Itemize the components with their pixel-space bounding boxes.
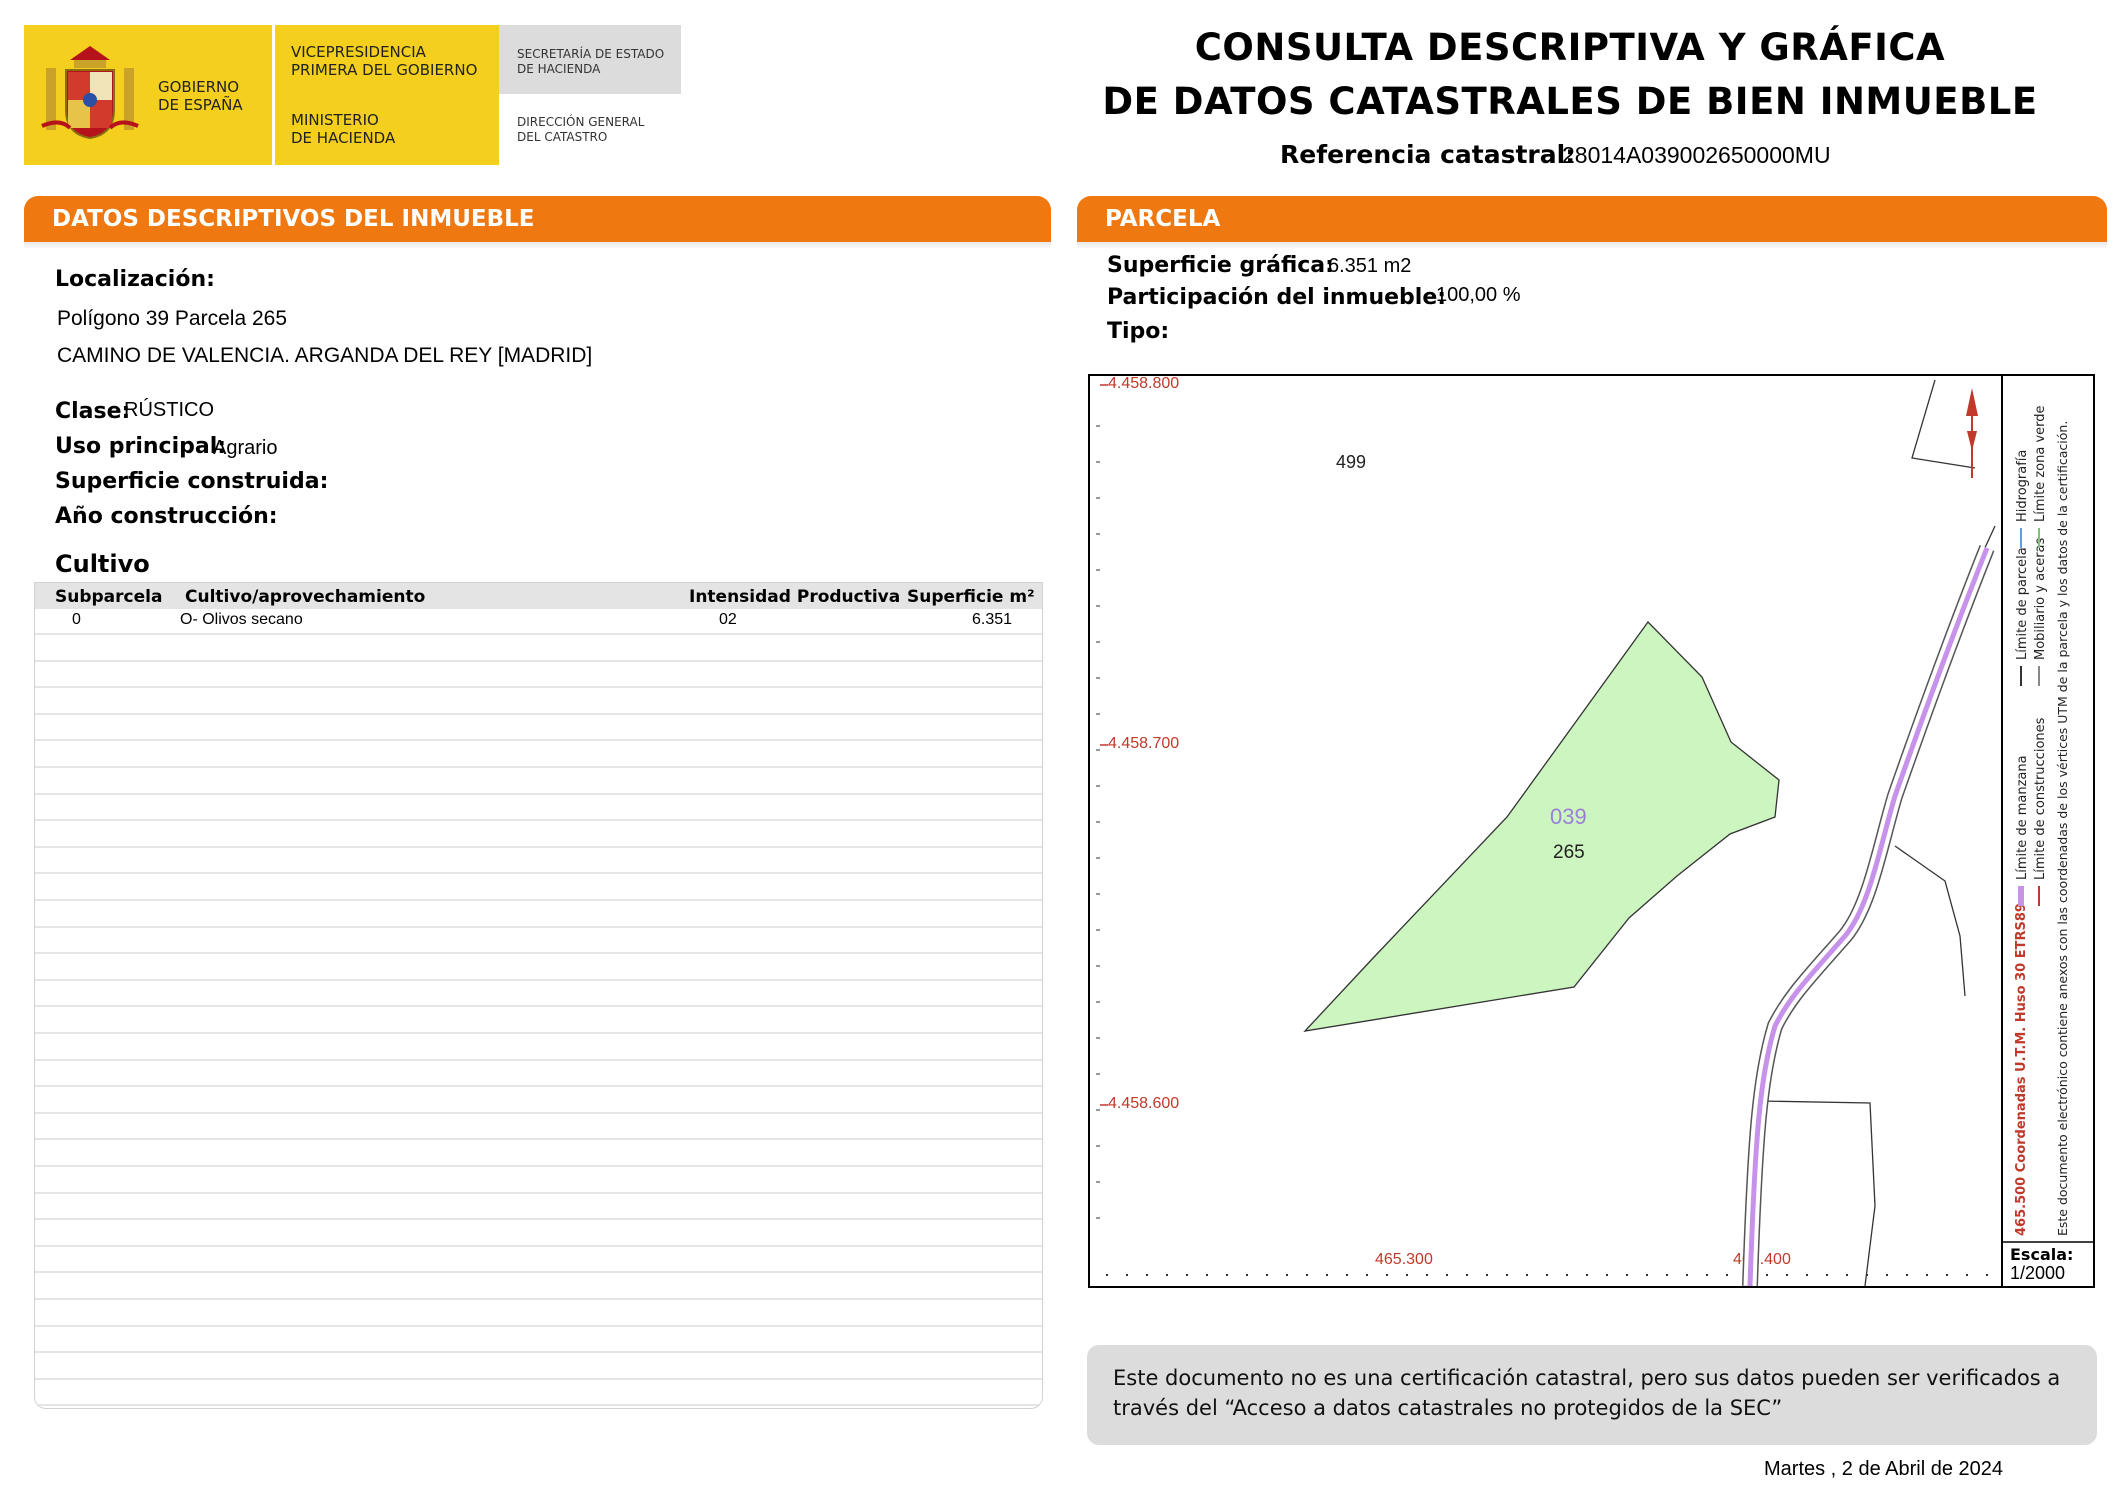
logo-secretaria-line1: SECRETARÍA DE ESTADO [517, 47, 665, 61]
refcat-value: 28014A039002650000MU [1562, 142, 1831, 168]
x-label-465400: 465.400 [1733, 1251, 1791, 1268]
north-arrow-icon [1966, 388, 1978, 478]
x-tick [1786, 1274, 1788, 1276]
superficie-grafica-label: Superficie gráfica: [1107, 253, 1334, 278]
superficie-construida-label: Superficie construida: [55, 469, 329, 494]
document-title-line2: DE DATOS CATASTRALES DE BIEN INMUEBLE [1102, 80, 2038, 123]
notice-line1: Este documento no es una certificación catastral, pero sus datos pueden ser verificados a [1113, 1366, 2061, 1390]
cell-cultivo: O- Olivos secano [180, 611, 303, 628]
x-tick [1486, 1274, 1488, 1276]
table-row-divider [35, 819, 1042, 821]
localizacion-label: Localización: [55, 267, 215, 292]
x-tick [1466, 1274, 1468, 1276]
table-row-divider [35, 1404, 1042, 1406]
table-row-divider [35, 1298, 1042, 1300]
col-subparcela: Subparcela [55, 587, 163, 607]
legend-hidrografia: Hidrografía [2015, 449, 2030, 522]
clase-value: RÚSTICO [124, 399, 214, 421]
clase-label: Clase: [55, 399, 131, 424]
logo-secretaria-line2: DE HACIENDA [517, 62, 601, 76]
x-tick [1726, 1274, 1728, 1276]
x-tick [1146, 1274, 1148, 1276]
road-edge [1750, 548, 1987, 1286]
x-tick [1946, 1274, 1948, 1276]
parcel-poligono-label: 039 [1550, 804, 1587, 829]
neighbor-parcel-boundary [1912, 380, 1975, 468]
table-row-divider [35, 1271, 1042, 1273]
neighbor-number-label: 499 [1336, 452, 1367, 472]
table-row-divider [35, 1245, 1042, 1247]
x-tick [1126, 1274, 1128, 1276]
legend-mobiliario: Mobiliario y aceras [2033, 537, 2048, 660]
notice-line2: través del “Acceso a datos catastrales no protegidos de la SEC” [1113, 1396, 1783, 1420]
col-cultivo: Cultivo/aprovechamiento [185, 587, 426, 607]
x-tick [1306, 1274, 1308, 1276]
x-tick [1586, 1274, 1588, 1276]
x-tick [1706, 1274, 1708, 1276]
document-date: Martes , 2 de Abril de 2024 [1764, 1458, 2004, 1480]
superficie-grafica-value: 6.351 m2 [1328, 255, 1412, 277]
x-tick [1926, 1274, 1928, 1276]
table-row-divider [35, 1138, 1042, 1140]
table-row-divider [35, 1112, 1042, 1114]
section-bar-datos-part2: INMUEBLE [401, 206, 535, 232]
cell-superficie: 6.351 [972, 611, 1013, 628]
refcat-label: Referencia catastral: [1280, 140, 1576, 169]
x-tick [1386, 1274, 1388, 1276]
x-tick [1906, 1274, 1908, 1276]
table-row-divider [35, 846, 1042, 848]
table-row-divider [35, 660, 1042, 662]
table-row-divider [35, 713, 1042, 715]
x-label-465300: 465.300 [1375, 1251, 1433, 1268]
table-row-divider [35, 1165, 1042, 1167]
table-row-divider [35, 793, 1042, 795]
legend-manzana: Límite de manzana [2015, 755, 2030, 880]
table-row-divider [35, 1192, 1042, 1194]
col-intensidad: Intensidad Productiva [689, 587, 901, 607]
logo-ministerio-line1: MINISTERIO [291, 111, 379, 129]
x-tick [1606, 1274, 1608, 1276]
x-tick [1806, 1274, 1808, 1276]
x-tick [1526, 1274, 1528, 1276]
logo-ministerio-line2: DE HACIENDA [291, 129, 396, 147]
uso-principal-label: Uso principal: [55, 434, 227, 459]
x-tick [1166, 1274, 1168, 1276]
x-tick [1546, 1274, 1548, 1276]
y-axis-ticks [1096, 426, 1100, 1218]
x-tick [1626, 1274, 1628, 1276]
table-row-divider [35, 1085, 1042, 1087]
legend-parcela: Límite de parcela [2015, 547, 2030, 660]
anio-construccion-label: Año construcción: [55, 504, 278, 529]
x-tick [1666, 1274, 1668, 1276]
section-bar-datos-part1: DATOS DESCRIPTIVOS DEL [52, 206, 402, 232]
table-row-divider [35, 1005, 1042, 1007]
table-row-divider [35, 979, 1042, 981]
legend-doc-note: Este documento electrónico contiene anexos con las coordenadas de los vértices UTM de la parcela y los datos de la certificación. [2055, 420, 2070, 1236]
parcel-number-label: 265 [1553, 842, 1585, 863]
x-tick [1186, 1274, 1188, 1276]
logo-direccion-line2: DEL CATASTRO [517, 130, 608, 144]
table-row-divider [35, 1059, 1042, 1061]
x-tick [1686, 1274, 1688, 1276]
x-tick [1966, 1274, 1968, 1276]
logo-divider [272, 25, 275, 165]
y-label-4458800: 4.458.800 [1108, 376, 1180, 392]
table-row-divider [35, 1378, 1042, 1380]
y-label-4458700: 4.458.700 [1108, 735, 1180, 752]
scale-label: Escala: [2010, 1245, 2074, 1264]
neighbor-parcel-boundary [1895, 846, 1965, 996]
table-row-divider [35, 899, 1042, 901]
x-tick [1506, 1274, 1508, 1276]
table-row-divider [35, 633, 1042, 635]
localizacion-line1: Polígono 39 Parcela 265 [57, 307, 288, 330]
table-row-divider [35, 926, 1042, 928]
table-row-divider [35, 952, 1042, 954]
participacion-label: Participación del inmueble: [1107, 285, 1447, 310]
table-row-divider [35, 766, 1042, 768]
cadastral-map [1088, 374, 2095, 1288]
legend-construcciones: Límite de construcciones [2033, 717, 2048, 880]
cultivo-title: Cultivo [55, 550, 150, 578]
x-tick [1846, 1274, 1848, 1276]
x-tick [1766, 1274, 1768, 1276]
x-tick [1266, 1274, 1268, 1276]
table-row-divider [35, 872, 1042, 874]
logo-direccion-line1: DIRECCIÓN GENERAL [517, 115, 645, 129]
scale-value: 1/2000 [2010, 1263, 2066, 1283]
coat-of-arms-icon [40, 38, 140, 148]
table-row-divider [35, 1218, 1042, 1220]
verification-notice [1087, 1345, 2097, 1445]
logo-gobierno-line2: DE ESPAÑA [158, 96, 243, 114]
table-row-divider [35, 1032, 1042, 1034]
x-tick [1826, 1274, 1828, 1276]
x-tick [1346, 1274, 1348, 1276]
logo-gobierno-line1: GOBIERNO [158, 78, 240, 96]
x-tick [1446, 1274, 1448, 1276]
logo-vicepresidencia-line2: PRIMERA DEL GOBIERNO [291, 61, 478, 79]
y-label-4458600: 4.458.600 [1108, 1095, 1180, 1112]
table-row-divider [35, 1325, 1042, 1327]
x-tick [1886, 1274, 1888, 1276]
table-row-divider [35, 686, 1042, 688]
section-bar-shadow-parcela [1077, 242, 2107, 248]
x-axis-ticks [1106, 1274, 1988, 1276]
x-tick [1106, 1274, 1108, 1276]
x-tick [1406, 1274, 1408, 1276]
cell-intensidad: 02 [719, 611, 737, 628]
cadastral-map-canvas [1090, 376, 2093, 1286]
parcel-265-polygon [1305, 622, 1779, 1031]
participacion-value: 100,00 % [1436, 284, 1521, 306]
x-tick [1646, 1274, 1648, 1276]
tipo-label: Tipo: [1107, 319, 1170, 344]
x-tick [1986, 1274, 1988, 1276]
col-superficie: Superficie m² [907, 587, 1035, 607]
logo-vicepresidencia-line1: VICEPRESIDENCIA [291, 43, 426, 61]
document-title-line1: CONSULTA DESCRIPTIVA Y GRÁFICA [1194, 26, 1946, 69]
table-row-divider [35, 1351, 1042, 1353]
x-tick [1566, 1274, 1568, 1276]
legend-coords: 465.500 Coordenadas U.T.M. Huso 30 ETRS89 [2014, 903, 2029, 1236]
section-bar-datos-descriptivos [24, 196, 1051, 242]
x-tick [1206, 1274, 1208, 1276]
x-tick [1226, 1274, 1228, 1276]
map-legend [2014, 405, 2070, 1236]
cell-subparcela: 0 [72, 611, 81, 628]
uso-principal-value: Agrario [213, 437, 278, 459]
legend-zona-verde: Límite zona verde [2033, 405, 2048, 522]
table-row-divider [35, 739, 1042, 741]
x-tick [1246, 1274, 1248, 1276]
localizacion-line2: CAMINO DE VALENCIA. ARGANDA DEL REY [MADRID] [57, 344, 593, 367]
section-bar-shadow [24, 242, 1051, 248]
x-tick [1286, 1274, 1288, 1276]
section-bar-parcela: PARCELA [1077, 196, 2107, 242]
x-tick [1366, 1274, 1368, 1276]
cultivo-table [34, 582, 1043, 1409]
x-tick [1326, 1274, 1328, 1276]
x-tick [1426, 1274, 1428, 1276]
